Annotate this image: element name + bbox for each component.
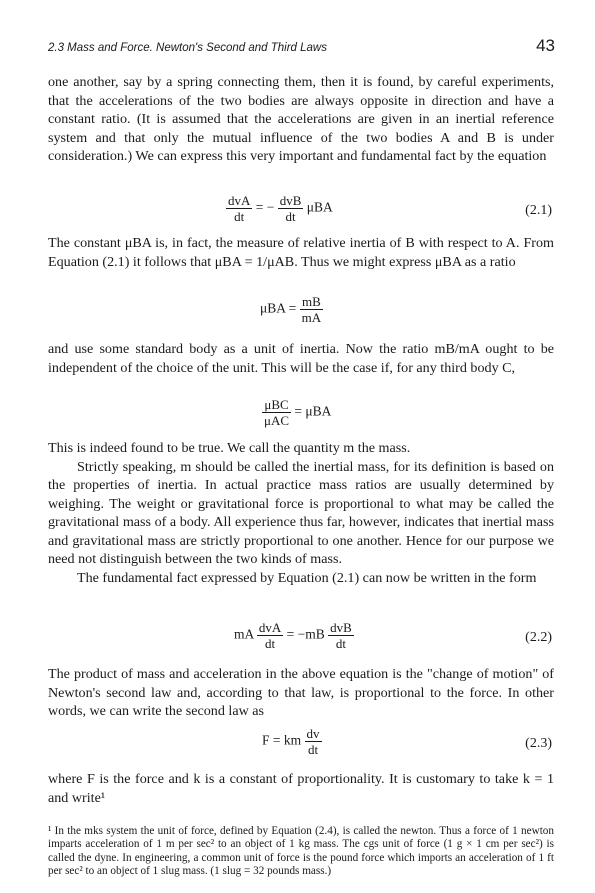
equation-third-body <box>48 397 554 437</box>
eq-third-rhs: = μBA <box>294 403 332 419</box>
eq1-coefficient: μBA <box>306 199 333 215</box>
footnote-1: ¹ In the mks system the unit of force, defined by Equation (2.4), is called the newton. Thus a force of 1 newton imparts acceleration of 1 m per sec² to an object of 1 kg mass. The cgs unit of force (1 g × 1 cm per sec²) is called the dyne. In engineering, a common unit of force is the pound force which imports an acceleration of 1 ft per sec² to an object of 1 slug mass. (1 slug = 32 pounds mass.) <box>48 825 554 878</box>
paragraph-1: one another, say by a spring connecting them, then it is found, by careful experiments, that the accelerations of the two bodies are always opposite in direction and have a constant ratio. (It is assumed that the accelerations are given in an inertial reference system and that only the mutual influence of the two bodies A and B is under consideration.) We can express this very important and fundamental fact by the equation <box>48 74 554 164</box>
paragraph-7-block <box>48 665 554 721</box>
eq3-fraction: $\frac{dv}{dt}$ <box>306 726 320 757</box>
eq2-mass-a: mA <box>234 626 254 642</box>
eq1-rhs-fraction: $\frac{\text{dvB}}{dt}$ <box>279 193 302 224</box>
paragraph-8-block <box>48 770 554 807</box>
running-header <box>48 36 555 58</box>
eq-ratio-fraction: $\frac{mB}{mA}$ <box>301 294 322 325</box>
paragraph-8: where F is the force and k is a constant of proportionality. It is customary to take k = 1 and write¹ <box>48 771 554 806</box>
paragraph-5: Strictly speaking, m should be called the inertial mass, for its definition is based on the properties of inertia. In actual practice mass ratios are usually determined by weighing. The weight or gravitational force is proportional to what may be called the gravitational mass of a body. All experience thus far, however, indicates that inertial mass and gravitational mass are strictly proportional to one another. Hence for our purpose we need not distinguish between the two kinds of mass. <box>48 458 554 567</box>
paragraph-2: The constant μBA is, in fact, the measure of relative inertia of B with respect to A. From Equation (2.1) it follows that μBA = 1/μAB. Thus we might express μBA as a ratio <box>48 235 554 270</box>
footnote-block <box>48 825 554 879</box>
equation-number-2-1: (2.1) <box>525 203 552 218</box>
equation-ratio <box>48 294 554 334</box>
eq2-rhs-fraction: $\frac{\text{dvB}}{dt}$ <box>330 620 352 651</box>
eq1-lhs-fraction: $\frac{\text{dvA}}{dt}$ <box>228 193 251 224</box>
equation-number-2-2: (2.2) <box>525 630 552 645</box>
running-title: 2.3 Mass and Force. Newton's Second and Third Laws <box>48 42 327 54</box>
eq2-operator: = −mB <box>286 626 325 642</box>
equation-2-3 <box>48 726 554 766</box>
equation-2-2 <box>48 620 554 660</box>
paragraph-4: This is indeed found to be true. We call the quantity m the mass. <box>48 440 411 456</box>
eq3-lhs: F = km <box>262 732 302 748</box>
eq-ratio-lhs: μBA = <box>260 300 297 316</box>
eq1-operator: = − <box>255 199 275 215</box>
equation-number-2-3: (2.3) <box>525 736 552 751</box>
eq-third-fraction: $\frac{\text{μBC}}{\text{μAC}}$ <box>264 397 290 428</box>
paragraph-2-block <box>48 234 554 271</box>
paragraph-intro-block <box>48 73 554 166</box>
eq2-lhs-fraction: $\frac{\text{dvA}}{dt}$ <box>258 620 282 651</box>
paragraph-3-block <box>48 340 554 377</box>
equation-2-1 <box>48 193 554 233</box>
paragraph-7: The product of mass and acceleration in the above equation is the "change of motion" of Newton's second law and, according to that law, is proportional to the force. In other words, we can write the second law as <box>48 666 554 719</box>
paragraph-4-5-6-block <box>48 439 554 587</box>
page-number: 43 <box>536 36 555 55</box>
paragraph-3: and use some standard body as a unit of inertia. Now the ratio mB/mA ought to be independent of the choice of the unit. This will be the case if, for any third body C, <box>48 341 554 376</box>
paragraph-6: The fundamental fact expressed by Equation (2.1) can now be written in the form <box>77 569 537 586</box>
